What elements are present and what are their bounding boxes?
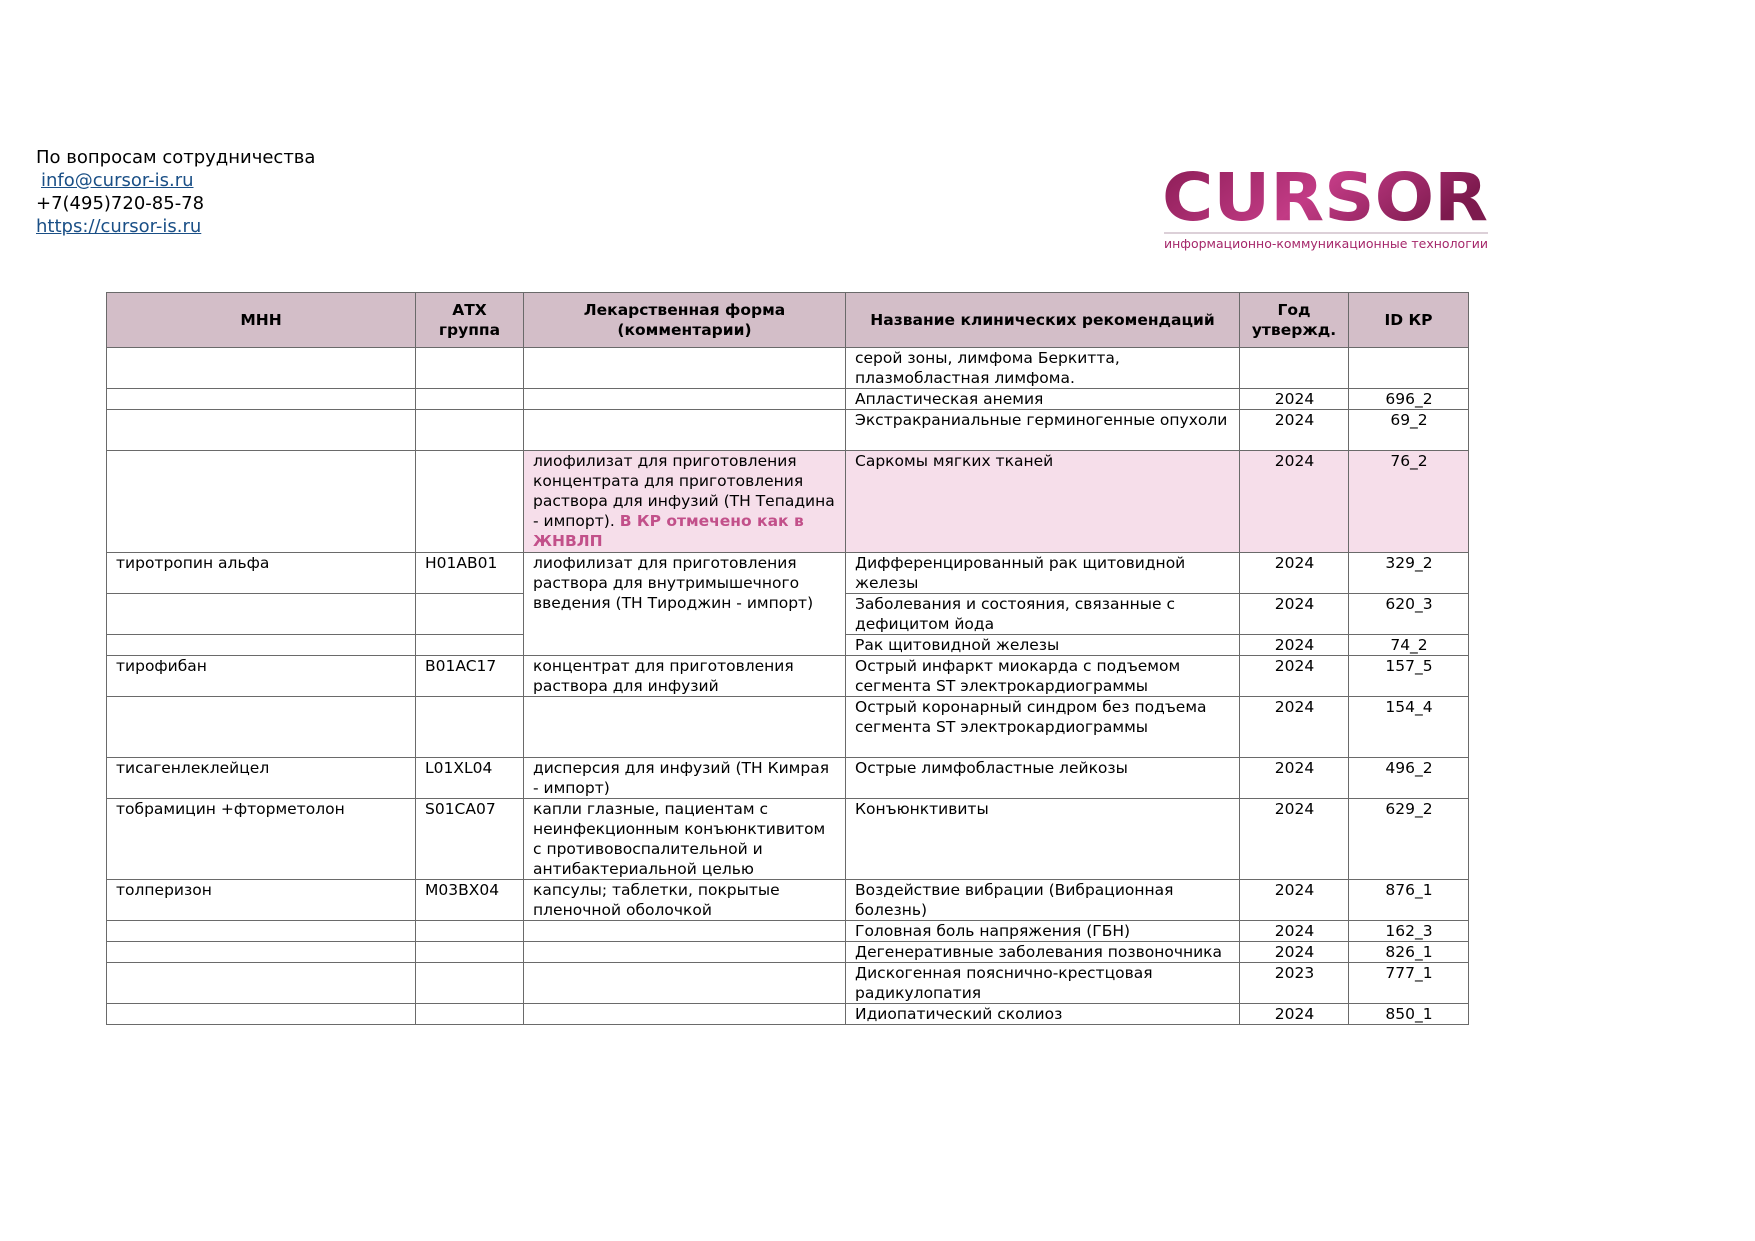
header-atx: АТХ группа [416,293,524,348]
table-row [107,880,1469,921]
cell-id: 620_3 [1349,594,1469,635]
cell-title: Воздействие вибрации (Вибрационная болезнь) [846,880,1240,921]
cell-form: капсулы; таблетки, покрытые пленочной оболочкой [524,880,846,921]
form-note: В КР отмечено как в ЖНВЛП [533,512,804,550]
cell-atx: H01AB01 [416,553,524,594]
drug-table [106,292,1469,1025]
cell-year: 2024 [1240,389,1349,410]
cell-title: серой зоны, лимфома Беркитта, плазмобластная лимфома. [846,348,1240,389]
cell-title: Острый инфаркт миокарда с подъемом сегмента ST электрокардиограммы [846,656,1240,697]
cell-id: 496_2 [1349,758,1469,799]
cell-atx [416,942,524,963]
cell-atx [416,451,524,553]
cell-atx [416,697,524,758]
cell-mnn [107,635,416,656]
cell-id: 162_3 [1349,921,1469,942]
cell-mnn [107,594,416,635]
cell-year: 2024 [1240,758,1349,799]
cell-form: концентрат для приготовления раствора для инфузий [524,656,846,697]
header-id: ID КР [1349,293,1469,348]
table-row [107,942,1469,963]
cell-year: 2024 [1240,697,1349,758]
cell-year: 2023 [1240,963,1349,1004]
contacts-block [36,146,315,238]
cell-year: 2024 [1240,799,1349,880]
cell-year: 2024 [1240,451,1349,553]
cell-title: Саркомы мягких тканей [846,451,1240,553]
cell-id: 777_1 [1349,963,1469,1004]
table-row [107,656,1469,697]
cell-atx [416,410,524,451]
cell-id: 629_2 [1349,799,1469,880]
cell-atx [416,348,524,389]
cell-title: Головная боль напряжения (ГБН) [846,921,1240,942]
cell-mnn [107,410,416,451]
cell-form: капли глазные, пациентам с неинфекционным конъюнктивитом с противовоспалительной и антибактериальной целью [524,799,846,880]
cell-id [1349,348,1469,389]
cell-atx [416,921,524,942]
cell-atx: L01XL04 [416,758,524,799]
cell-atx [416,963,524,1004]
cell-title: Дегенеративные заболевания позвоночника [846,942,1240,963]
cell-title: Дискогенная пояснично-крестцовая радикулопатия [846,963,1240,1004]
cell-id: 826_1 [1349,942,1469,963]
table-row-highlighted [107,451,1469,553]
table-row [107,921,1469,942]
cursor-logo [1160,158,1490,252]
table-row [107,697,1469,758]
cell-mnn [107,389,416,410]
cell-title: Острые лимфобластные лейкозы [846,758,1240,799]
cell-mnn: тобрамицин +фторметолон [107,799,416,880]
cell-title: Рак щитовидной железы [846,635,1240,656]
cell-id: 76_2 [1349,451,1469,553]
cell-form [524,389,846,410]
cell-id: 850_1 [1349,1004,1469,1025]
cell-mnn [107,697,416,758]
cell-title: Экстракраниальные герминогенные опухоли [846,410,1240,451]
phone-text: +7(495)720-85-78 [36,193,205,214]
cell-id: 696_2 [1349,389,1469,410]
cell-year [1240,348,1349,389]
cell-year: 2024 [1240,1004,1349,1025]
cell-form [524,1004,846,1025]
cell-mnn [107,348,416,389]
table-row [107,348,1469,389]
table-row [107,410,1469,451]
cell-form [524,963,846,1004]
table-row [107,389,1469,410]
logo-tagline: информационно-коммуникационные технологии [1164,237,1488,251]
cell-id: 154_4 [1349,697,1469,758]
table-header-row [107,293,1469,348]
cell-form [524,348,846,389]
cell-year: 2024 [1240,594,1349,635]
header-mnn: МНН [107,293,416,348]
cell-form [524,451,846,553]
cell-year: 2024 [1240,942,1349,963]
form-text: лиофилизат для приготовления концентрата для приготовления раствора для инфузий (ТН Тепадина - импорт). [533,452,835,530]
cell-year: 2024 [1240,410,1349,451]
cell-id: 157_5 [1349,656,1469,697]
cell-atx: B01AC17 [416,656,524,697]
cell-year: 2024 [1240,921,1349,942]
contacts-heading: По вопросам сотрудничества [36,147,316,168]
cell-title: Дифференцированный рак щитовидной железы [846,553,1240,594]
cell-mnn: тисагенлеклейцел [107,758,416,799]
cell-mnn: тиротропин альфа [107,553,416,594]
cell-atx [416,1004,524,1025]
cell-title: Острый коронарный синдром без подъема сегмента ST электрокардиограммы [846,697,1240,758]
cell-form [524,410,846,451]
cell-atx [416,594,524,635]
cell-mnn: толперизон [107,880,416,921]
logo-wordmark: CURSOR [1162,159,1488,236]
cell-mnn [107,942,416,963]
cell-form [524,942,846,963]
cell-mnn [107,963,416,1004]
cell-id: 69_2 [1349,410,1469,451]
cell-title: Идиопатический сколиоз [846,1004,1240,1025]
cell-title: Заболевания и состояния, связанные с дефицитом йода [846,594,1240,635]
cell-mnn: тирофибан [107,656,416,697]
cell-id: 74_2 [1349,635,1469,656]
cell-title: Апластическая анемия [846,389,1240,410]
cell-atx [416,635,524,656]
table-row [107,963,1469,1004]
header-title: Название клинических рекомендаций [846,293,1240,348]
table-row [107,553,1469,594]
cell-mnn [107,451,416,553]
header-form: Лекарственная форма (комментарии) [524,293,846,348]
cell-id: 876_1 [1349,880,1469,921]
cell-year: 2024 [1240,880,1349,921]
table-row [107,1004,1469,1025]
cell-year: 2024 [1240,635,1349,656]
cell-mnn [107,1004,416,1025]
cell-title: Конъюнктивиты [846,799,1240,880]
cell-atx: S01CA07 [416,799,524,880]
header-year: Год утвержд. [1240,293,1349,348]
cell-atx [416,389,524,410]
cell-mnn [107,921,416,942]
cell-form: лиофилизат для приготовления раствора для внутримышечного введения (ТН Тироджин - импорт) [524,553,846,656]
cell-atx: M03BX04 [416,880,524,921]
cell-form [524,697,846,758]
cell-year: 2024 [1240,553,1349,594]
website-link[interactable]: https://cursor-is.ru [36,216,202,237]
cell-id: 329_2 [1349,553,1469,594]
table-row [107,758,1469,799]
email-link[interactable]: info@cursor-is.ru [41,170,194,191]
cell-year: 2024 [1240,656,1349,697]
cell-form: дисперсия для инфузий (ТН Кимрая - импорт) [524,758,846,799]
cell-form [524,921,846,942]
table-row [107,799,1469,880]
